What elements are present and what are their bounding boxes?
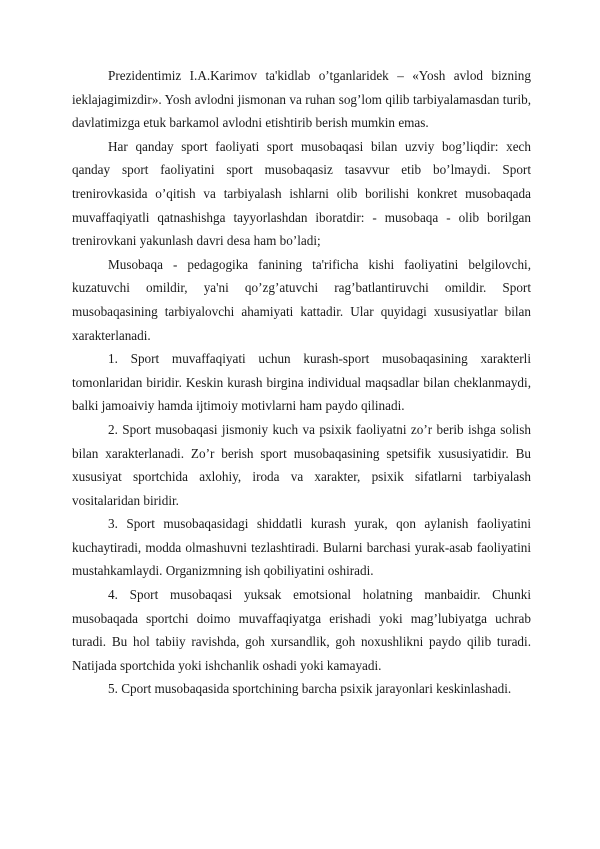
paragraph-point-1: 1. Sport muvaffaqiyati uchun kurash-sport musobaqasining xarakterli tomonlaridan biridir. Keskin kurash birgina individual maqsadlar bilan cheklanmaydi, balki jamoaiviy hamda ijtimoiy motivlarni ham paydo qilinadi.: [72, 351, 531, 414]
paragraph-point-2: 2. Sport musobaqasi jismoniy kuch va psixik faoliyatni zo’r berib ishga solish bilan xarakterlanadi. Zo’r berish sport musobaqasining spetsifik xususiyatidir. Bu xususiyat sportchida axlohiy, iroda va xarakter, psixik sifatlarni tarbiyalash vositalaridan biridir.: [72, 421, 531, 508]
paragraph-point-3: 3. Sport musobaqasidagi shiddatli kurash yurak, qon aylanish faoliyatini kuchaytiradi, modda olmashuvni tezlashtiradi. Bularni barchasi yurak-asab faoliyatini mustahkamlaydi. Organizmning ish qobiliyatini oshiradi.: [72, 516, 531, 579]
paragraph-point-4: 4. Sport musobaqasi yuksak emotsional holatning manbaidir. Chunki musobaqada sportchi doimo muvaffaqiyatga erishadi yoki mag’lubiyatga uchrab turadi. Bu hol tabiiy ravishda, goh xursandlik, goh noxushlikni paydo qilib turadi. Natijada sportchida yoki ishchanlik oshadi yoki kamayadi.: [72, 587, 531, 673]
paragraph-point-5: 5. Cport musobaqasida sportchining barcha psixik jarayonlari keskinlashadi.: [108, 681, 512, 697]
paragraph-sport-activity: Har qanday sport faoliyati sport musobaqasi bilan uzviy bog’liqdir: xech qanday sport faoliyatini sport musobaqasiz tasavvur etib bo’lmaydi. Sport trenirovkasida o’qitish va tarbiyalash ishlarni olib borilishi konkret musobaqada muvaffaqiyatli qatnashishga tayyorlashdan iboratdir: - musobaqa - olib borilgan trenirovkani yakunlash davri desa ham bo’ladi;: [72, 138, 531, 249]
document-page: [72, 64, 531, 701]
paragraph-intro: Prezidentimiz I.A.Karimov ta'kidlab o’tganlaridek – «Yosh avlod bizning ieklajagimizdir». Yosh avlodni jismonan va ruhan sog’lom qilib tarbiyalamasdan turib, davlatimizga etuk barkamol avlodni etishtirib berish mumkin emas.: [72, 68, 531, 131]
paragraph-competition-definition: Musobaqa - pedagogika fanining ta'rificha kishi faoliyatini belgilovchi, kuzatuvchi omildir, ya'ni qo’zg’atuvchi rag’batlantiruvchi omildir. Sport musobaqasining tarbiyalovchi ahamiyati kattadir. Ular quyidagi xususiyatlar bilan xarakterlanadi.: [72, 256, 531, 343]
